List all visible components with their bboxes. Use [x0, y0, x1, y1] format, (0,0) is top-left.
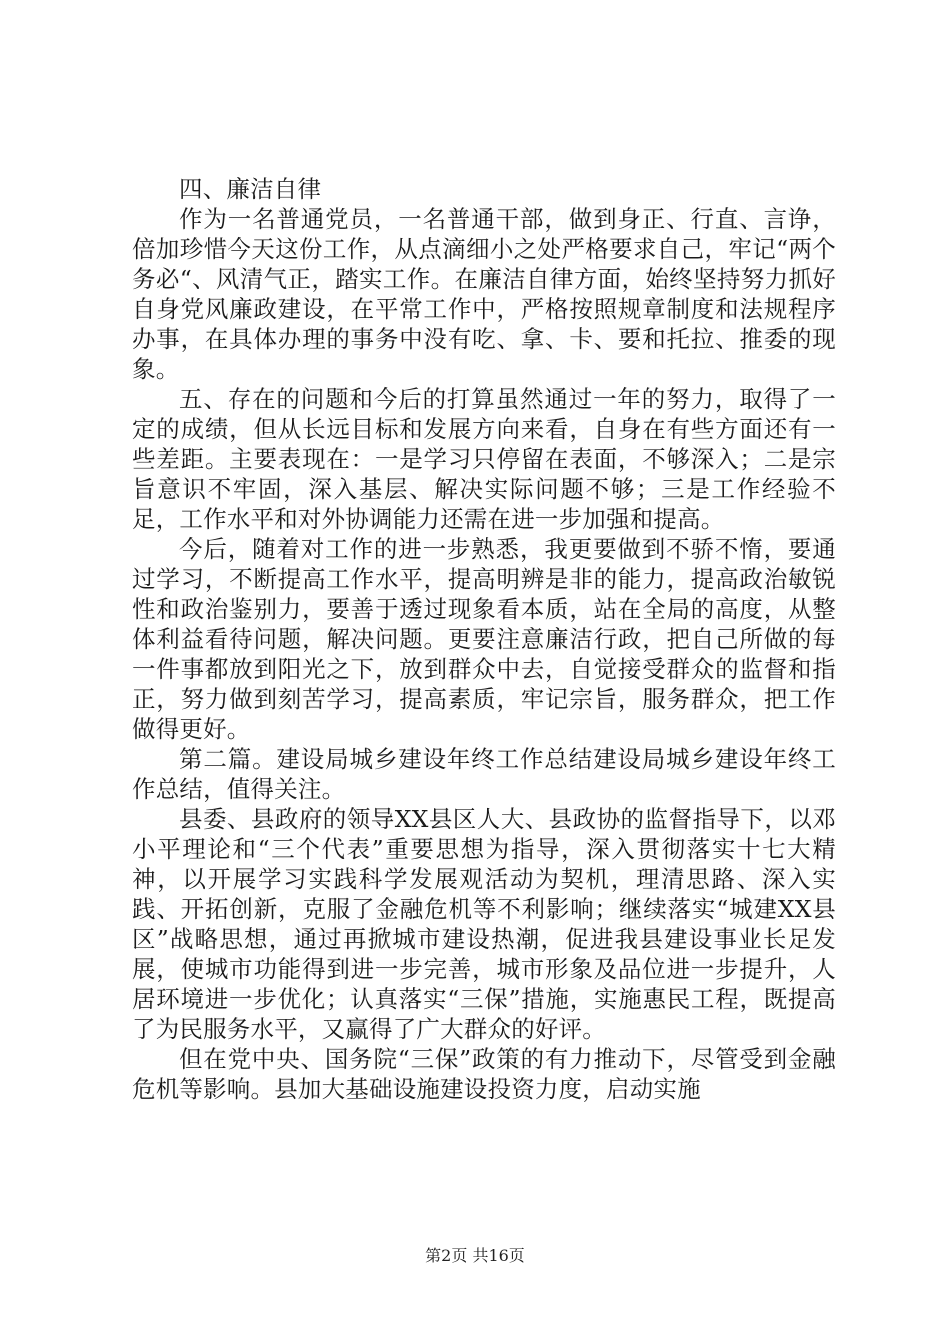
paragraph-county-leadership: 县委、县政府的领导XX县区人大、县政协的监督指导下，以邓小平理论和“三个代表”重要思想为指导，深入贯彻落实十七大精神，以开展学习实践科学发展观活动为契机，理清思路、深入实践、开拓创新，克服了金融危机等不利影响；继续落实“城建XX县区”战略思想，通过再掀城市建设热潮，促进我县建设事业长足发展，使城市功能得到进一步完善，城市形象及品位进一步提升，人居环境进一步优化；认真落实“三保”措施，实施惠民工程，既提高了为民服务水平，又赢得了广大群众的好评。 — [132, 805, 836, 1043]
paragraph-problems-and-plans: 五、存在的问题和今后的打算虽然通过一年的努力，取得了一定的成绩，但从长远目标和发展方向来看，自身在有些方面还有一些差距。主要表现在：一是学习只停留在表面，不够深入；二是宗旨意识不牢固，深入基层、解决实际问题不够；三是工作经验不足，工作水平和对外协调能力还需在进一步加强和提高。 — [132, 385, 836, 533]
paragraph-future: 今后，随着对工作的进一步熟悉，我更要做到不骄不惰，要通过学习，不断提高工作水平，提高明辨是非的能力，提高政治敏锐性和政治鉴别力，要善于透过现象看本质，站在全局的高度，从整体利益看待问题，解决问题。更要注意廉洁行政，把自己所做的每一件事都放到阳光之下，放到群众中去，自觉接受群众的监督和指正，努力做到刻苦学习，提高素质，牢记宗旨，服务群众，把工作做得更好。 — [132, 535, 836, 743]
document-body — [132, 174, 836, 1104]
paragraph-three-guarantees: 但在党中央、国务院“三保”政策的有力推动下，尽管受到金融危机等影响。县加大基础设施建设投资力度，启动实施 — [132, 1045, 836, 1103]
section-heading-integrity: 四、廉洁自律 — [179, 175, 322, 203]
paragraph-second-article-title: 第二篇。建设局城乡建设年终工作总结建设局城乡建设年终工作总结，值得关注。 — [132, 745, 836, 803]
paragraph-integrity: 作为一名普通党员，一名普通干部，做到身正、行直、言诤，倍加珍惜今天这份工作，从点滴细小之处严格要求自己，牢记“两个务必“、风清气正，踏实工作。在廉洁自律方面，始终坚持努力抓好自身党风廉政建设，在平常工作中，严格按照规章制度和法规程序办事，在具体办理的事务中没有吃、拿、卡、要和托拉、推委的现象。 — [132, 205, 836, 383]
page-number: 第2页 共16页 — [425, 1246, 525, 1265]
